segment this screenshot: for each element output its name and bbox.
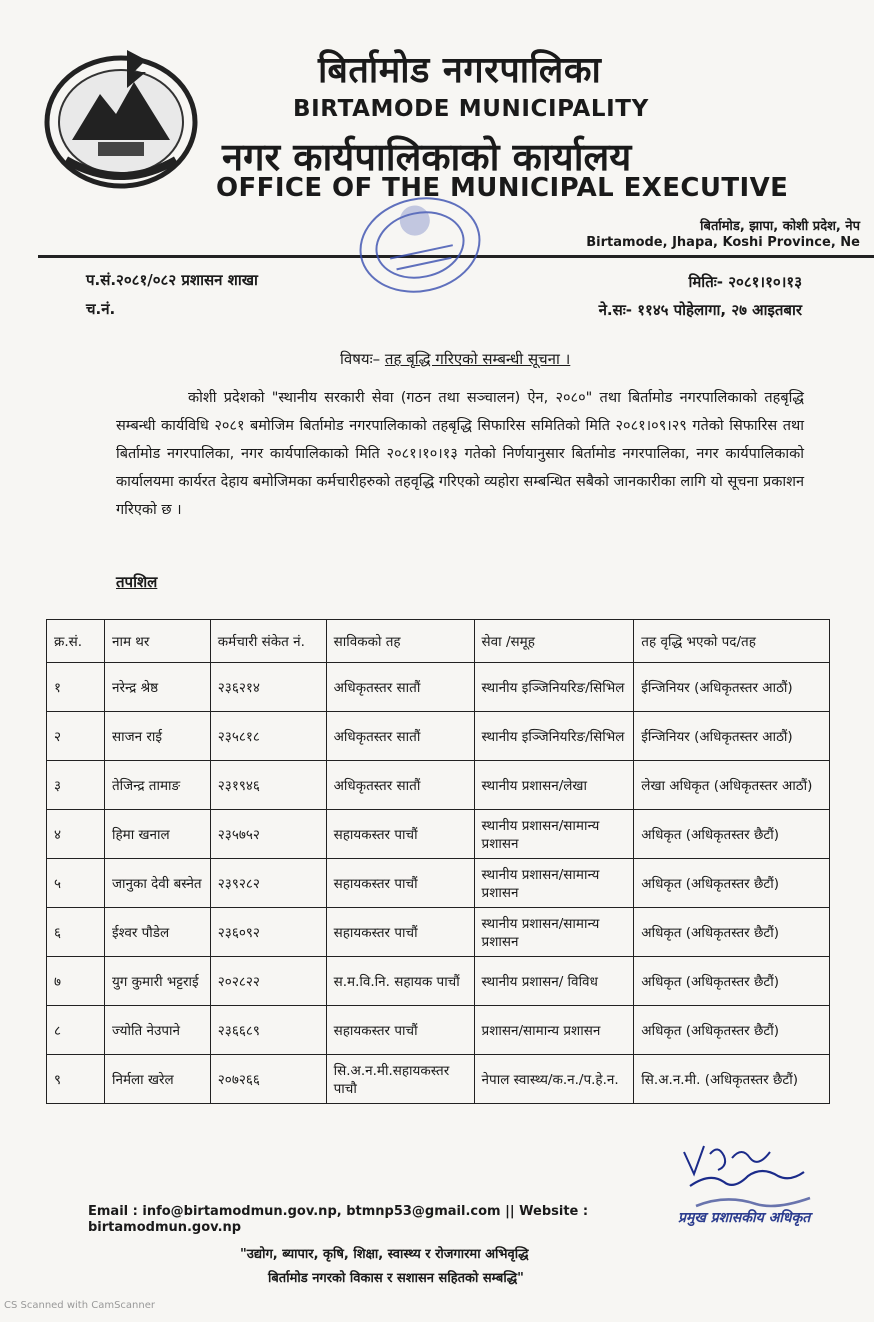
table-row <box>47 957 830 1006</box>
cell-name: तेजिन्द्र तामाङ <box>104 761 210 810</box>
cell-serial: १ <box>47 663 105 712</box>
cell-name: ईश्वर पौडेल <box>104 908 210 957</box>
header-name: नाम थर <box>104 620 210 663</box>
footer-slogan-line2: बिर्तामोड नगरको विकास र सशासन सहितको सम्बद्धि" <box>268 1271 524 1286</box>
cell-service-group: स्थानीय प्रशासन/लेखा <box>474 761 634 810</box>
scanner-watermark: CS Scanned with CamScanner <box>4 1300 155 1311</box>
table-row <box>47 859 830 908</box>
cell-serial: ३ <box>47 761 105 810</box>
cell-service-group: स्थानीय प्रशासन/सामान्य प्रशासन <box>474 859 634 908</box>
footer-slogan-line1: "उद्योग, ब्यापार, कृषि, शिक्षा, स्वास्थ्य र रोजगारमा अभिवृद्धि <box>240 1247 529 1262</box>
promotion-table <box>46 619 830 1104</box>
cell-previous-level: स.म.वि.नि. सहायक पाचौं <box>326 957 474 1006</box>
cell-previous-level: सहायकस्तर पाचौं <box>326 908 474 957</box>
table-row <box>47 712 830 761</box>
cell-previous-level: अधिकृतस्तर सातौं <box>326 712 474 761</box>
cell-employee-code: २३६२१४ <box>210 663 326 712</box>
table-row <box>47 908 830 957</box>
cell-name: साजन राई <box>104 712 210 761</box>
header-service-group: सेवा /समूह <box>474 620 634 663</box>
cell-previous-level: सि.अ.न.मी.सहायकस्तर पाचौ <box>326 1055 474 1104</box>
cell-name: नरेन्द्र श्रेष्ठ <box>104 663 210 712</box>
subject-text: तह बृद्धि गरिएको सम्बन्धी सूचना । <box>384 350 571 368</box>
header-previous-level: साविकको तह <box>326 620 474 663</box>
cell-serial: ६ <box>47 908 105 957</box>
notice-body: कोशी प्रदेशको "स्थानीय सरकारी सेवा (गठन तथा सञ्चालन) ऐन, २०८०" तथा बिर्तामोड नगरपालिकाको तहबृद्धि सम्बन्धी कार्यविधि २०८१ बमोजिम बिर्तामोड नगरपालिकाको तहबृद्धि सिफारिस समितिको मिति २०८१।०९।२९ गतेको सिफारिस तथा बिर्तामोड नगरपालिका, नगर कार्यपालिकाको मिति २०८१।१०।१३ गतेको निर्णयानुसार बिर्तामोड नगरपालिका, नगर कार्यपालिकाको कार्यालयमा कार्यरत देहाय बमोजिमका कर्मचारीहरुको तहवृद्धि गरिएको व्यहोरा सम्बन्धित सबैको जानकारीका लागि यो सूचना प्रकाशन गरिएको छ । <box>116 390 804 518</box>
cell-employee-code: २३९२८२ <box>210 859 326 908</box>
dispatch-number: च.नं. <box>86 300 116 318</box>
cell-previous-level: सहायकस्तर पाचौं <box>326 810 474 859</box>
date-nepal-sambat: ने.सः- ११४५ पोहेलागा, २७ आइतबार <box>598 301 802 319</box>
cell-promoted-post: अधिकृत (अधिकृतस्तर छैटौं) <box>634 859 830 908</box>
office-title-nepali: नगर कार्यपालिकाको कार्यालय <box>222 135 632 179</box>
cell-employee-code: २३५८१८ <box>210 712 326 761</box>
cell-serial: ७ <box>47 957 105 1006</box>
nepal-emblem-logo <box>42 42 200 192</box>
table-header-row <box>47 620 830 663</box>
cell-service-group: नेपाल स्वास्थ्य/क.न./प.हे.न. <box>474 1055 634 1104</box>
table-row <box>47 663 830 712</box>
details-heading: तपशिल <box>116 573 158 591</box>
cell-name: हिमा खनाल <box>104 810 210 859</box>
table-row <box>47 761 830 810</box>
cell-name: ज्योति नेउपाने <box>104 1006 210 1055</box>
subject-label: विषयः– <box>340 350 381 368</box>
office-title-english: OFFICE OF THE MUNICIPAL EXECUTIVE <box>216 173 789 203</box>
table-row <box>47 810 830 859</box>
cell-promoted-post: अधिकृत (अधिकृतस्तर छैटौं) <box>634 957 830 1006</box>
cell-name: निर्मला खरेल <box>104 1055 210 1104</box>
cell-name: जानुका देवी बस्नेत <box>104 859 210 908</box>
cell-employee-code: २३५७५२ <box>210 810 326 859</box>
footer-website: birtamodmun.gov.np <box>88 1220 242 1235</box>
cell-serial: ५ <box>47 859 105 908</box>
cell-name: युग कुमारी भट्टराई <box>104 957 210 1006</box>
cell-promoted-post: अधिकृत (अधिकृतस्तर छैटौं) <box>634 1006 830 1055</box>
cell-service-group: स्थानीय इञ्जिनियरिङ/सिभिल <box>474 663 634 712</box>
municipality-title-english: BIRTAMODE MUNICIPALITY <box>293 96 649 122</box>
cell-employee-code: २३१९४६ <box>210 761 326 810</box>
office-stamp <box>352 190 488 300</box>
cell-previous-level: सहायकस्तर पाचौं <box>326 859 474 908</box>
cell-promoted-post: सि.अ.न.मी. (अधिकृतस्तर छैटौं) <box>634 1055 830 1104</box>
cell-employee-code: २३६६८९ <box>210 1006 326 1055</box>
cell-service-group: स्थानीय प्रशासन/ विविध <box>474 957 634 1006</box>
cell-service-group: स्थानीय प्रशासन/सामान्य प्रशासन <box>474 908 634 957</box>
table-row <box>47 1006 830 1055</box>
address-english: Birtamode, Jhapa, Koshi Province, Ne <box>586 235 860 250</box>
cell-promoted-post: अधिकृत (अधिकृतस्तर छैटौं) <box>634 810 830 859</box>
header-serial: क्र.सं. <box>47 620 105 663</box>
municipality-title-nepali: बिर्तामोड नगरपालिका <box>318 50 602 91</box>
cell-service-group: स्थानीय प्रशासन/सामान्य प्रशासन <box>474 810 634 859</box>
cell-serial: ९ <box>47 1055 105 1104</box>
cell-previous-level: अधिकृतस्तर सातौं <box>326 663 474 712</box>
header-promoted-post: तह वृद्धि भएको पद/तह <box>634 620 830 663</box>
cell-serial: २ <box>47 712 105 761</box>
footer-contact: Email : info@birtamodmun.gov.np, btmnp53@gmail.com || Website : <box>88 1204 589 1219</box>
address-nepali: बिर्तामोड, झापा, कोशी प्रदेश, नेप <box>700 219 860 234</box>
cell-employee-code: २३६०९२ <box>210 908 326 957</box>
cell-promoted-post: ईन्जिनियर (अधिकृतस्तर आठौं) <box>634 712 830 761</box>
cell-promoted-post: लेखा अधिकृत (अधिकृतस्तर आठौं) <box>634 761 830 810</box>
cell-serial: ८ <box>47 1006 105 1055</box>
table-row <box>47 1055 830 1104</box>
cell-employee-code: २०७२६६ <box>210 1055 326 1104</box>
cell-service-group: प्रशासन/सामान्य प्रशासन <box>474 1006 634 1055</box>
cell-previous-level: अधिकृतस्तर सातौं <box>326 761 474 810</box>
cell-previous-level: सहायकस्तर पाचौं <box>326 1006 474 1055</box>
cell-employee-code: २०२८२२ <box>210 957 326 1006</box>
date-bikram-sambat: मितिः- २०८१।१०।१३ <box>688 273 802 291</box>
reference-number: प.सं.२०८१/०८२ प्रशासन शाखा <box>86 271 258 289</box>
header-employee-code: कर्मचारी संकेत नं. <box>210 620 326 663</box>
subject-line <box>340 349 570 369</box>
signatory-title: प्रमुख प्रशासकीय अधिकृत <box>678 1210 811 1226</box>
cell-serial: ४ <box>47 810 105 859</box>
cell-promoted-post: ईन्जिनियर (अधिकृतस्तर आठौं) <box>634 663 830 712</box>
cell-service-group: स्थानीय इञ्जिनियरिङ/सिभिल <box>474 712 634 761</box>
cell-promoted-post: अधिकृत (अधिकृतस्तर छैटौं) <box>634 908 830 957</box>
